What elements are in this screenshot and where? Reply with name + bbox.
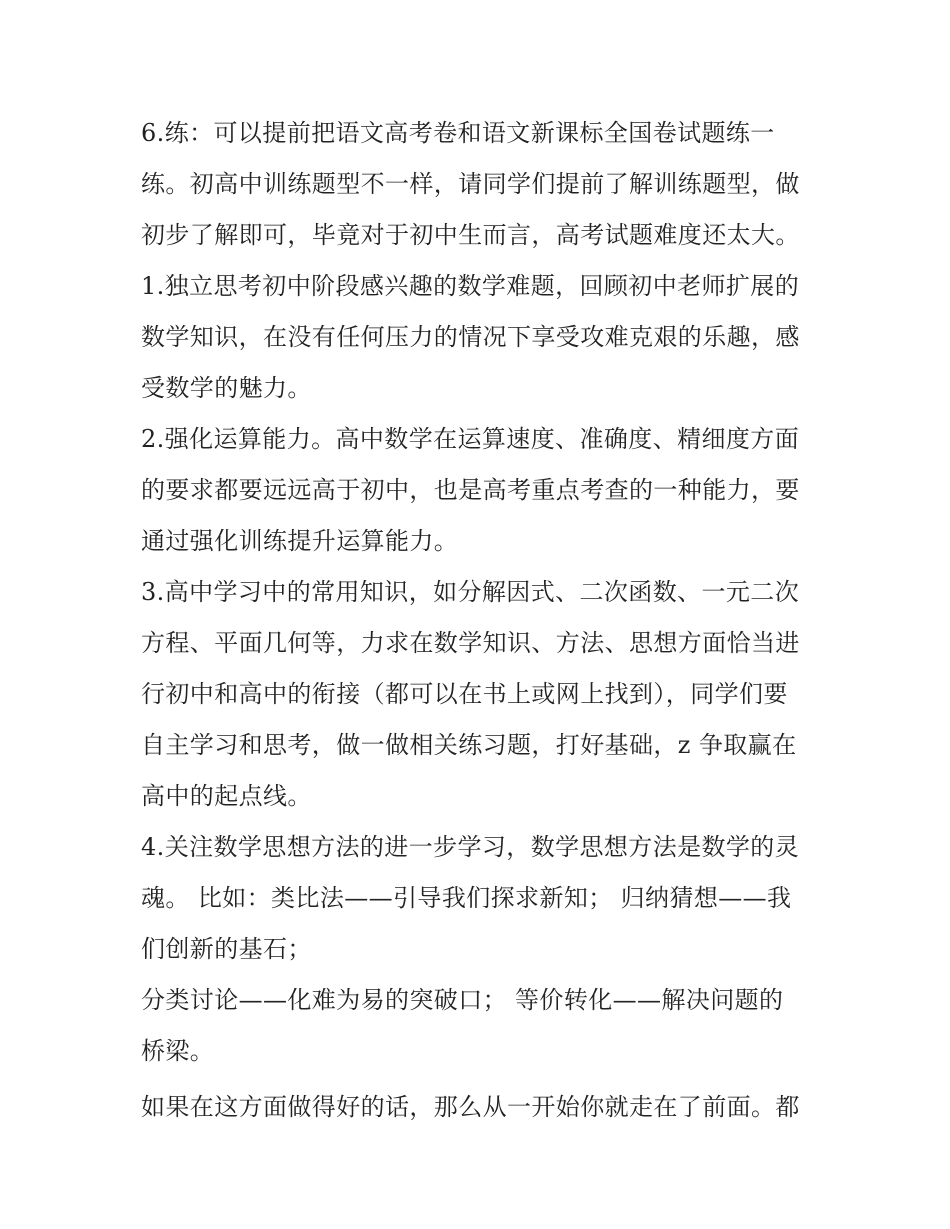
text-line: 方程、平面几何等，力求在数学知识、方法、思想方面恰当进 bbox=[141, 629, 800, 657]
text-line: 6.练：可以提前把语文高考卷和语文新课标全国卷试题练一 bbox=[141, 119, 775, 147]
text-line: 数学知识，在没有任何压力的情况下享受攻难克艰的乐趣，感 bbox=[141, 323, 800, 351]
text-line: 分类讨论——化难为易的突破口； 等价转化——解决问题的 bbox=[141, 986, 784, 1014]
paragraph-closing bbox=[141, 1082, 821, 1133]
text-line: 桥梁。 bbox=[141, 1037, 215, 1065]
text-line: 初步了解即可，毕竟对于初中生而言，高考试题难度还太大。 bbox=[141, 221, 800, 249]
text-line: 1.独立思考初中阶段感兴趣的数学难题，回顾初中老师扩展的 bbox=[141, 272, 800, 300]
text-line: 行初中和高中的衔接（都可以在书上或网上找到），同学们要 bbox=[141, 680, 788, 708]
paragraph-point-1 bbox=[141, 261, 821, 414]
text-line: 3.高中学习中的常用知识，如分解因式、二次函数、一元二次 bbox=[141, 578, 800, 606]
text-line: 2.强化运算能力。高中数学在运算速度、准确度、精细度方面 bbox=[141, 425, 800, 453]
paragraph-point-3 bbox=[141, 567, 821, 822]
text-line: 练。初高中训练题型不一样，请同学们提前了解训练题型，做 bbox=[141, 170, 800, 198]
paragraph-point-4 bbox=[141, 822, 821, 975]
document-body bbox=[141, 108, 821, 1133]
text-line: 4.关注数学思想方法的进一步学习，数学思想方法是数学的灵 bbox=[141, 833, 800, 861]
text-line: 受数学的魅力。 bbox=[141, 374, 312, 402]
paragraph-practice bbox=[141, 108, 821, 261]
text-line: 如果在这方面做得好的话，那么从一开始你就走在了前面。都 bbox=[141, 1093, 800, 1121]
paragraph-point-2 bbox=[141, 414, 821, 567]
paragraph-point-4-continued bbox=[141, 975, 821, 1077]
text-line: 们创新的基石； bbox=[141, 935, 312, 963]
text-line: 魂。 比如：类比法——引导我们探求新知； 归纳猜想——我 bbox=[141, 884, 792, 912]
text-line: 的要求都要远远高于初中，也是高考重点考查的一种能力，要 bbox=[141, 476, 800, 504]
text-line: 通过强化训练提升运算能力。 bbox=[141, 527, 459, 555]
text-line: 自主学习和思考，做一做相关练习题，打好基础，z 争取赢在 bbox=[141, 731, 797, 759]
text-line: 高中的起点线。 bbox=[141, 782, 312, 810]
